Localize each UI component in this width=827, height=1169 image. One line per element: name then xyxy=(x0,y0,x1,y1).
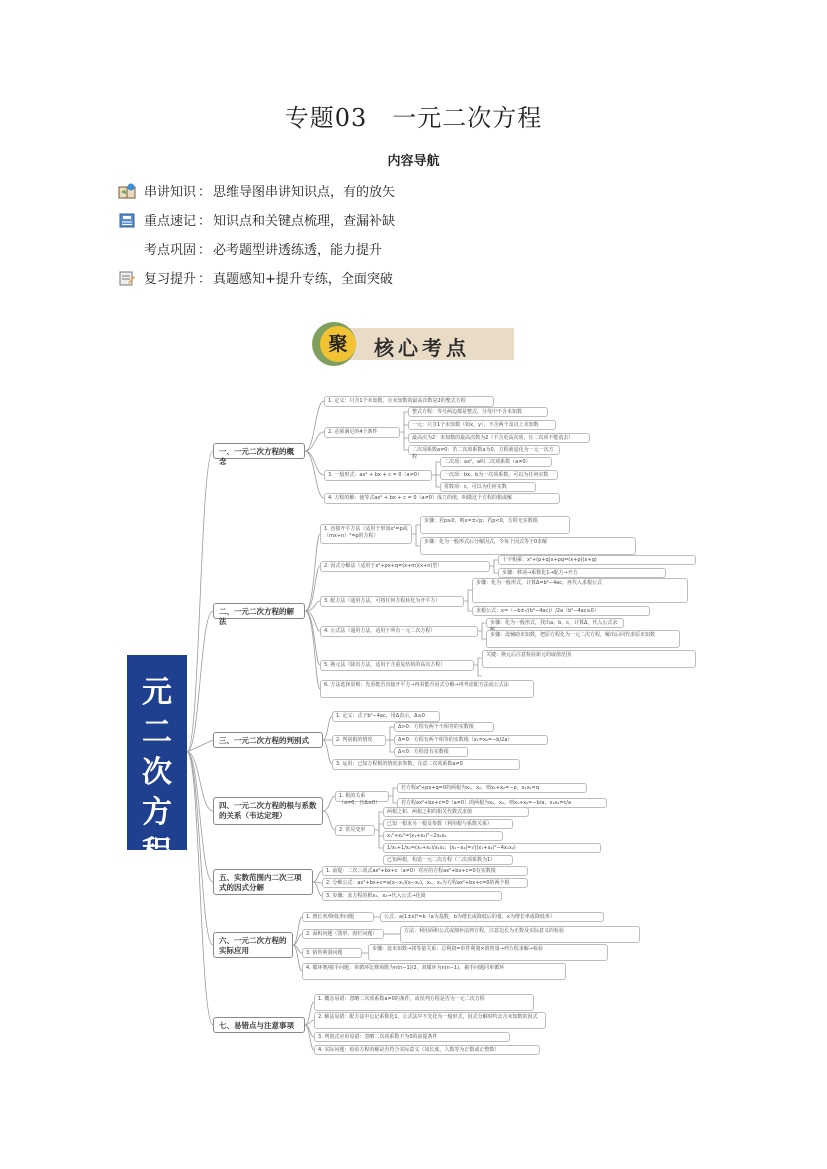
leaf-node: 公式：a(1±x)²=b（a为基数，b为增长或降低后的量，x为增长率或降低率） xyxy=(380,912,604,922)
branch-node: 3. 一般形式：ax² + bx + c = 0（a≠0） xyxy=(324,470,432,481)
branch-node: 3. 运用：已知方程根的情况求参数，注意二次项系数a≠0 xyxy=(332,759,520,770)
section-node: 三、一元二次方程的判别式 xyxy=(213,732,323,748)
nav-colon: ： xyxy=(198,243,212,258)
leaf-node: 若方程ax²+bx+c=0（a≠0）的两根为x₁，x₂，则x₁+x₂=−b/a，x₁x₂=c/a xyxy=(397,798,607,808)
root-char: 二 xyxy=(142,714,172,750)
section-node: 四、一元二次方程的根与系数的关系（韦达定理） xyxy=(213,797,323,825)
section-node: 七、易错点与注意事项 xyxy=(213,1017,305,1033)
leaf-node: 步骤：移项→系数化1→配方→开方 xyxy=(498,568,666,578)
branch-node: 2. 判别根的情况 xyxy=(332,735,386,746)
branch-node: 3. 判别式应用易错：忽略二次项系数不为0的前提条件 xyxy=(314,1032,510,1042)
root-char: 一 xyxy=(142,634,172,670)
leaf-node: 常数项：c，可以为任何实数 xyxy=(440,482,536,492)
root-node xyxy=(127,634,187,870)
nav-term: 复习提升 xyxy=(144,272,197,287)
content-nav-heading: 内容导航 xyxy=(387,154,440,169)
page-title: 专题03 一元二次方程 xyxy=(284,104,543,132)
branch-node: 2. 面积问题（图形、围栏问题） xyxy=(302,929,384,939)
leaf-node: 二次项：ax²，a叫二次项系数（a≠0） xyxy=(440,457,552,467)
branch-node: 1. 概念易错：忽略二次项系数a≠0的条件，或误判方程是否为一元二次方程 xyxy=(314,994,534,1011)
section-node: 一、一元二次方程的概念 xyxy=(213,443,305,459)
branch-node: 3. 步骤：求方程的根x₁，x₂→代入公式→化简 xyxy=(322,891,502,901)
nav-desc: 思维导图串讲知识点，有的放矢 xyxy=(213,185,396,200)
root-char: 次 xyxy=(142,754,172,790)
leaf-node: 已知两根，构造一元二次方程（二次项系数为1） xyxy=(383,855,513,865)
branch-node: 1. 直接开平方法（适用于形如x²=p或（mx+n）²=p的方程） xyxy=(320,524,412,544)
leaf-node: Δ=0：方程有两个相等的实数根（x₁=x₂=−b/2a） xyxy=(394,735,548,745)
leaf-node: Δ>0：方程有两个不相等的实数根 xyxy=(394,722,494,732)
branch-node: 1. 定义：式子b²−4ac，用Δ表示，Δ≥0 xyxy=(332,711,440,722)
leaf-node: 步骤：化为一般形式后分解因式，令每个因式等于0求解 xyxy=(420,537,636,555)
banner-title: 核心考点 xyxy=(374,336,470,360)
leaf-node: 已知一根求另一根及参数（利用根与系数关系） xyxy=(383,819,513,829)
leaf-node: 若方程x²+px+q=0的两根为x₁，x₂，则x₁+x₂=−p，x₁x₂=q xyxy=(397,783,587,793)
nav-colon: ： xyxy=(198,214,212,229)
branch-node: 2. 因式分解法（适用于x²+px+q=(x+m)(x+n)型） xyxy=(320,561,490,572)
branch-node: 2. 常见变形 xyxy=(335,825,375,836)
root-char: 方 xyxy=(142,794,172,830)
leaf-node: 步骤：若p≥0，则x=±√p；若p<0，方程无实数根 xyxy=(420,516,570,534)
nav-colon: ： xyxy=(198,185,212,200)
nav-desc: 真题感知+提升专练，全面突破 xyxy=(213,272,393,287)
branch-node: 4. 循环赛/握手问题：单循环比赛场数为n(n−1)/2，双循环为n(n−1)，握手问题同单循环 xyxy=(302,963,566,980)
leaf-node: 方法：利用面积公式或割补法列方程，注意边长为正数及实际意义的检验 xyxy=(400,926,640,943)
branch-node: 5. 换元法（降次方法，适用于含重复结构的高次方程） xyxy=(320,660,474,671)
leaf-node: 二次项系数a≠0：若二次项系数a为0，方程就退化为一元一次方程 xyxy=(408,445,560,455)
branch-node: 1. 前提：二次三项式ax²+bx+c（a≠0）对应的方程ax²+bx+c=0有实数根 xyxy=(322,866,528,876)
nav-desc: 知识点和关键点梳理，查漏补缺 xyxy=(213,214,396,229)
leaf-node: 最高次为2：未知数的最高次数为2（不含更高次项，且二次项不能消去） xyxy=(408,433,590,443)
branch-node: 3. 销售利润问题 xyxy=(302,948,362,958)
leaf-node: 步骤：设辅助未知数，把原方程化为一元二次方程，解出后回代求原未知数 xyxy=(486,630,680,648)
branch-node: 4. 公式法（通用方法，适用于所有一元二次方程） xyxy=(320,626,478,637)
leaf-node: 十字相乘：x²+(p+q)x+pq=(x+p)(x+q) xyxy=(498,555,696,565)
section-node: 六、一元二次方程的实际应用 xyxy=(213,932,293,958)
leaf-node: 一次项：bx，b为一次项系数，可以为任何实数 xyxy=(440,470,558,480)
root-char: 程 xyxy=(142,834,172,870)
leaf-node: 步骤：设未知数→找等量关系：总利润=单件利润×销售量→列方程求解→检验 xyxy=(368,944,608,961)
leaf-node: 两根之和、两根之积的相关代数式求值 xyxy=(383,807,529,817)
section-node: 五、实数范围内二次三项式的因式分解 xyxy=(213,869,313,895)
leaf-node: 1/x₁+1/x₂=(x₁+x₂)/x₁x₂；|x₁−x₂|=√((x₁+x₂)²−4x₁x₂) xyxy=(383,843,601,853)
banner-badge: 聚 xyxy=(320,326,356,362)
leaf-node: 求根公式：x=（−b±√(b²−4ac)）/2a（b²−4ac≥0） xyxy=(472,606,650,616)
branch-node: 6. 方法选择原则：先看能否直接开平方→再看能否因式分解→再考虑配方法或公式法 xyxy=(320,680,534,698)
branch-node: 4. 方程的解：使等式ax² + bx + c = 0（a≠0）成立的值，叫做这个方程的根或解 xyxy=(324,493,560,504)
nav-colon: ： xyxy=(198,272,212,287)
leaf-node: 一元：只含1个未知数（如x，y），不含两个及以上未知数 xyxy=(408,420,556,430)
branch-node: 3. 配方法（通用方法，可将任何方程转化为开平方） xyxy=(320,596,464,607)
nav-term: 重点速记 xyxy=(144,214,197,229)
branch-node: 1. 根的关系（a≠0，且Δ≥0） xyxy=(335,791,389,802)
leaf-node: 步骤：化为一般形式，计算Δ=b²−4ac，再代入求根公式 xyxy=(472,578,688,603)
branch-node: 4. 实际问题：检验方程的解是否符合实际意义（如长度、人数等为正数或正整数） xyxy=(314,1045,540,1055)
branch-node: 2. 必须满足的4个条件 xyxy=(324,427,400,438)
nav-term: 串讲知识 xyxy=(144,185,197,200)
root-char: 元 xyxy=(142,674,172,710)
section-node: 二、一元二次方程的解法 xyxy=(213,603,305,619)
branch-node: 2. 解法易错：配方法中忘记系数化1，公式法中不先化为一般形式，因式分解时约去含未知数的因式 xyxy=(314,1012,546,1029)
nav-term: 考点巩固 xyxy=(144,243,197,258)
leaf-node: 步骤：化为一般形式，找出a、b、c，计算Δ，代入公式求 xyxy=(486,618,624,628)
leaf-node: 整式方程：等号两边都是整式，分母中不含未知数 xyxy=(408,407,548,417)
leaf-node: Δ<0：方程没有实数根 xyxy=(394,747,468,757)
leaf-node: x₁²+x₂²=(x₁+x₂)²−2x₁x₂ xyxy=(383,831,503,841)
leaf-node: 关键：换元后注意检验新元的取值范围 xyxy=(482,650,696,668)
nav-desc: 必考题型讲透练透，能力提升 xyxy=(213,243,383,258)
branch-node: 2. 分解公式：ax²+bx+c=a(x−x₁)(x−x₂)，x₁、x₂为方程ax²+bx+c=0的两个根 xyxy=(322,878,528,888)
branch-node: 1. 增长率/降低率问题 xyxy=(302,912,374,922)
branch-node: 1. 定义：只含1个未知数，且未知数的最高次数是2的整式方程 xyxy=(324,396,494,407)
